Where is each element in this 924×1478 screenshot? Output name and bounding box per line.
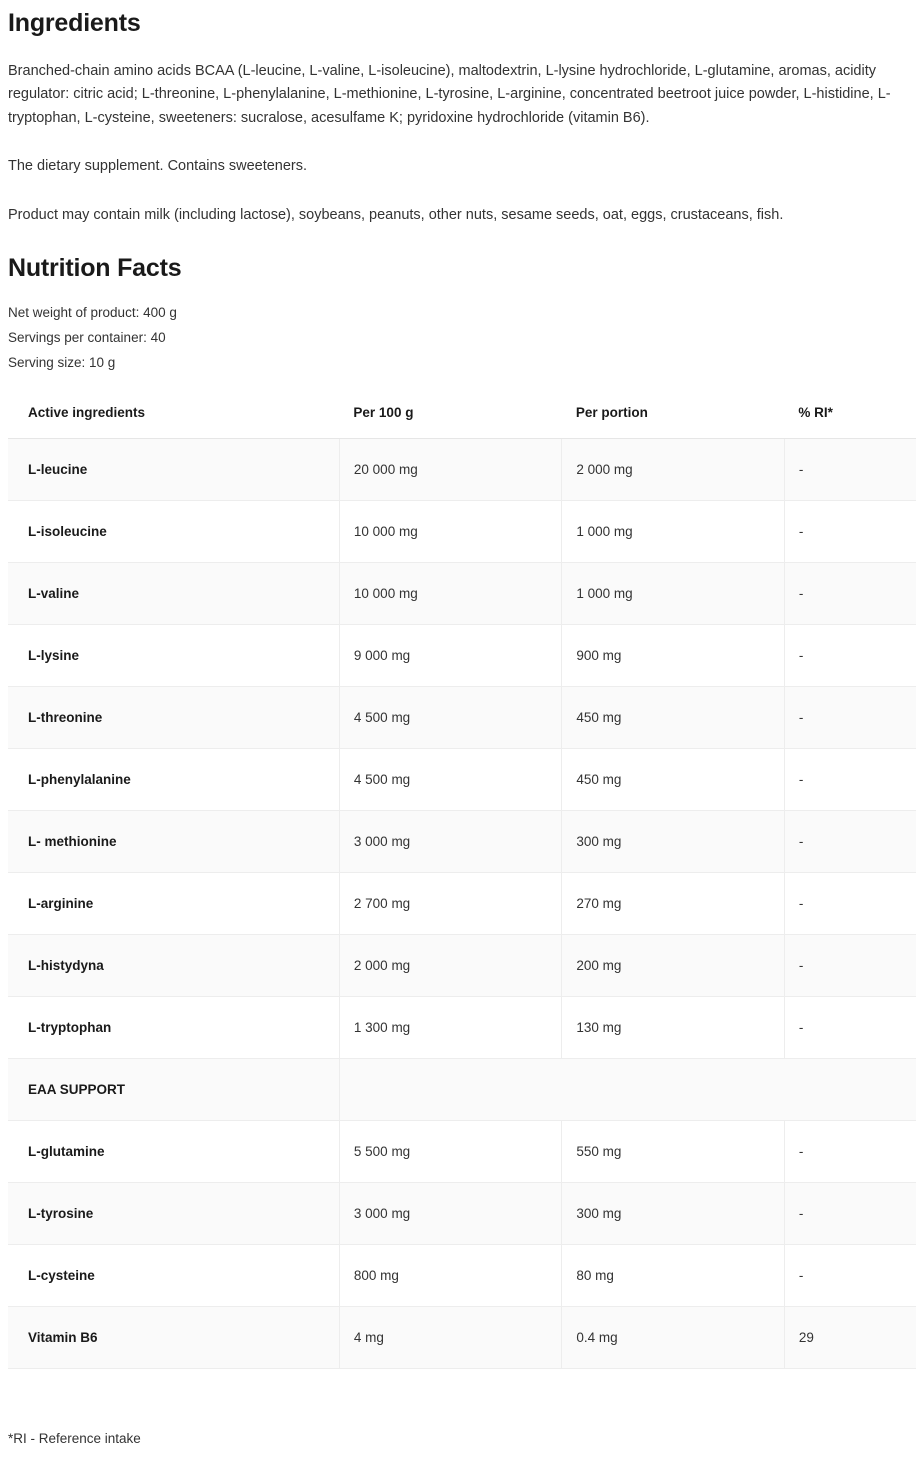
- cell-ingredient-name: L-glutamine: [8, 1121, 339, 1183]
- cell-per-100g: 1 300 mg: [339, 997, 561, 1059]
- cell-per-portion: 450 mg: [562, 687, 784, 749]
- cell-ri-percent: -: [784, 1121, 916, 1183]
- cell-ri-percent: -: [784, 935, 916, 997]
- cell-per-portion: 80 mg: [562, 1245, 784, 1307]
- cell-ri-percent: -: [784, 811, 916, 873]
- table-row: [8, 749, 916, 811]
- cell-per-portion: 300 mg: [562, 811, 784, 873]
- ingredients-list-text: Branched-chain amino acids BCAA (L-leucine, L-valine, L-isoleucine), maltodextrin, L-lysine hydrochloride, L-glutamine, aromas, acidity regulator: citric acid; L-threonine, L-phenylalanine, L-methionine, L-tyrosine, L-arginine, concentrated beetroot juice powder, L-histidine, L-tryptophan, L-cysteine, sweeteners: sucralose, acesulfame K; pyridoxine hydrochloride (vitamin B6).: [8, 63, 891, 126]
- cell-per-100g: 10 000 mg: [339, 563, 561, 625]
- cell-ingredient-name: L-tryptophan: [8, 997, 339, 1059]
- cell-ri-percent: -: [784, 1183, 916, 1245]
- cell-ingredient-name: L- methionine: [8, 811, 339, 873]
- cell-ingredient-name: L-isoleucine: [8, 501, 339, 563]
- table-row: [8, 1059, 916, 1121]
- cell-ri-percent: -: [784, 749, 916, 811]
- nutrition-facts-table: [8, 395, 916, 1369]
- serving-information: [8, 301, 916, 375]
- cell-ingredient-name: L-histydyna: [8, 935, 339, 997]
- column-header-active-ingredients: Active ingredients: [8, 395, 339, 439]
- cell-per-100g: 800 mg: [339, 1245, 561, 1307]
- column-header-ri-percent: % RI*: [784, 395, 916, 439]
- table-row: [8, 687, 916, 749]
- cell-ri-percent: -: [784, 1245, 916, 1307]
- table-row: [8, 935, 916, 997]
- table-row: [8, 563, 916, 625]
- cell-ingredient-name: L-valine: [8, 563, 339, 625]
- cell-per-100g: 3 000 mg: [339, 811, 561, 873]
- column-header-per-100g: Per 100 g: [339, 395, 561, 439]
- cell-per-100g: 5 500 mg: [339, 1121, 561, 1183]
- table-row: [8, 1245, 916, 1307]
- cell-per-portion: 2 000 mg: [562, 439, 784, 501]
- net-weight-text: Net weight of product: 400 g: [8, 305, 177, 321]
- table-row: [8, 1121, 916, 1183]
- cell-per-portion: 450 mg: [562, 749, 784, 811]
- cell-ri-percent: -: [784, 687, 916, 749]
- cell-per-portion: 900 mg: [562, 625, 784, 687]
- cell-ingredient-name: L-leucine: [8, 439, 339, 501]
- cell-per-100g: 4 500 mg: [339, 749, 561, 811]
- cell-ri-percent: -: [784, 873, 916, 935]
- cell-per-portion: 300 mg: [562, 1183, 784, 1245]
- table-row: [8, 439, 916, 501]
- table-header-row: [8, 395, 916, 439]
- cell-per-100g: 4 500 mg: [339, 687, 561, 749]
- cell-ingredient-name: L-tyrosine: [8, 1183, 339, 1245]
- cell-per-100g: 9 000 mg: [339, 625, 561, 687]
- serving-size-text: Serving size: 10 g: [8, 354, 116, 370]
- cell-ri-percent: [784, 1059, 916, 1121]
- cell-ri-percent: -: [784, 997, 916, 1059]
- table-row: [8, 811, 916, 873]
- cell-per-100g: [339, 1059, 561, 1121]
- cell-per-100g: 20 000 mg: [339, 439, 561, 501]
- ingredients-heading: Ingredients: [8, 9, 141, 37]
- servings-per-container-text: Servings per container: 40: [8, 329, 166, 345]
- cell-ri-percent: 29: [784, 1307, 916, 1369]
- column-header-per-portion: Per portion: [562, 395, 784, 439]
- cell-ri-percent: -: [784, 439, 916, 501]
- cell-per-portion: 0.4 mg: [562, 1307, 784, 1369]
- table-row: [8, 1183, 916, 1245]
- cell-ingredient-name: L-lysine: [8, 625, 339, 687]
- table-row: [8, 873, 916, 935]
- cell-ingredient-name: EAA SUPPORT: [8, 1059, 339, 1121]
- table-row: [8, 501, 916, 563]
- cell-ingredient-name: L-cysteine: [8, 1245, 339, 1307]
- cell-ri-percent: -: [784, 501, 916, 563]
- cell-ri-percent: -: [784, 563, 916, 625]
- allergen-warning-text: Product may contain milk (including lactose), soybeans, peanuts, other nuts, sesame seeds, oat, eggs, crustaceans, fish.: [8, 206, 784, 223]
- cell-per-portion: 270 mg: [562, 873, 784, 935]
- cell-per-portion: 550 mg: [562, 1121, 784, 1183]
- supplement-note-text: The dietary supplement. Contains sweeteners.: [8, 158, 308, 175]
- cell-per-portion: 200 mg: [562, 935, 784, 997]
- nutrition-facts-heading: Nutrition Facts: [8, 254, 182, 283]
- table-row: [8, 1307, 916, 1369]
- cell-per-portion: 1 000 mg: [562, 563, 784, 625]
- cell-per-portion: 1 000 mg: [562, 501, 784, 563]
- cell-per-portion: [562, 1059, 784, 1121]
- table-body: [8, 439, 916, 1369]
- cell-per-100g: 4 mg: [339, 1307, 561, 1369]
- table-row: [8, 997, 916, 1059]
- reference-intake-footnote: *RI - Reference intake: [8, 1431, 141, 1447]
- cell-ingredient-name: L-arginine: [8, 873, 339, 935]
- table-row: [8, 625, 916, 687]
- cell-ingredient-name: L-threonine: [8, 687, 339, 749]
- cell-per-100g: 2 000 mg: [339, 935, 561, 997]
- cell-ingredient-name: Vitamin B6: [8, 1307, 339, 1369]
- cell-per-100g: 2 700 mg: [339, 873, 561, 935]
- cell-ingredient-name: L-phenylalanine: [8, 749, 339, 811]
- cell-per-100g: 10 000 mg: [339, 501, 561, 563]
- cell-per-portion: 130 mg: [562, 997, 784, 1059]
- cell-per-100g: 3 000 mg: [339, 1183, 561, 1245]
- cell-ri-percent: -: [784, 625, 916, 687]
